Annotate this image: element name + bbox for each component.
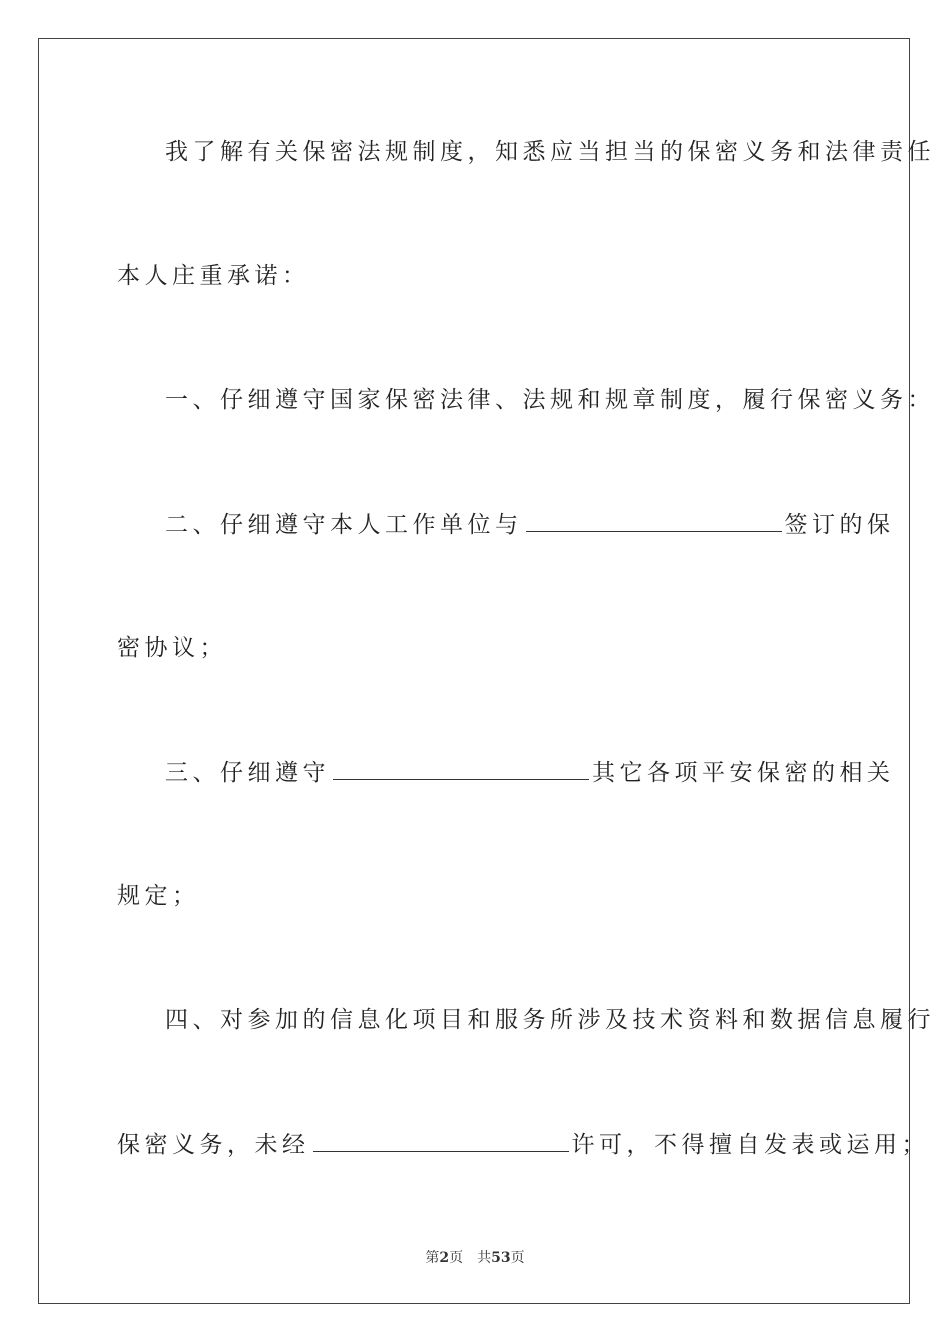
paragraph-item-4-cont <box>117 1129 929 1159</box>
fill-in-blank-regulation[interactable] <box>333 757 589 780</box>
item-2-after: 签订的保 <box>784 512 895 538</box>
page-border <box>38 38 910 1304</box>
item-3-before: 三、仔细遵守 <box>165 760 330 786</box>
paragraph-item-2-cont: 密协议； <box>117 635 227 661</box>
footer-page-prefix: 第 <box>425 1250 440 1266</box>
footer-page-suffix: 页 <box>449 1250 464 1266</box>
paragraph-item-4: 四、对参加的信息化项目和服务所涉及技术资料和数据信息履行 <box>165 1007 935 1033</box>
footer-total-prefix: 共 <box>477 1250 492 1266</box>
paragraph-item-2 <box>165 509 895 539</box>
fill-in-blank-unit[interactable] <box>526 509 782 532</box>
paragraph-intro: 我了解有关保密法规制度，知悉应当担当的保密义务和法律责任 <box>165 139 935 165</box>
paragraph-item-3 <box>165 757 895 787</box>
item-4-after: 许可，不得擅自发表或运用； <box>571 1132 929 1158</box>
footer-total-pages: 53 <box>491 1250 511 1266</box>
fill-in-blank-authority[interactable] <box>313 1129 569 1152</box>
page-footer <box>0 1247 950 1267</box>
item-2-before: 二、仔细遵守本人工作单位与 <box>165 512 523 538</box>
footer-total-suffix: 页 <box>510 1250 525 1266</box>
item-3-after: 其它各项平安保密的相关 <box>592 760 895 786</box>
paragraph-item-1: 一、仔细遵守国家保密法律、法规和规章制度，履行保密义务： <box>165 387 935 413</box>
paragraph-pledge: 本人庄重承诺： <box>117 263 310 289</box>
paragraph-item-3-cont: 规定； <box>117 883 200 909</box>
footer-page-number: 2 <box>439 1250 450 1266</box>
item-4-before: 保密义务，未经 <box>117 1132 310 1158</box>
